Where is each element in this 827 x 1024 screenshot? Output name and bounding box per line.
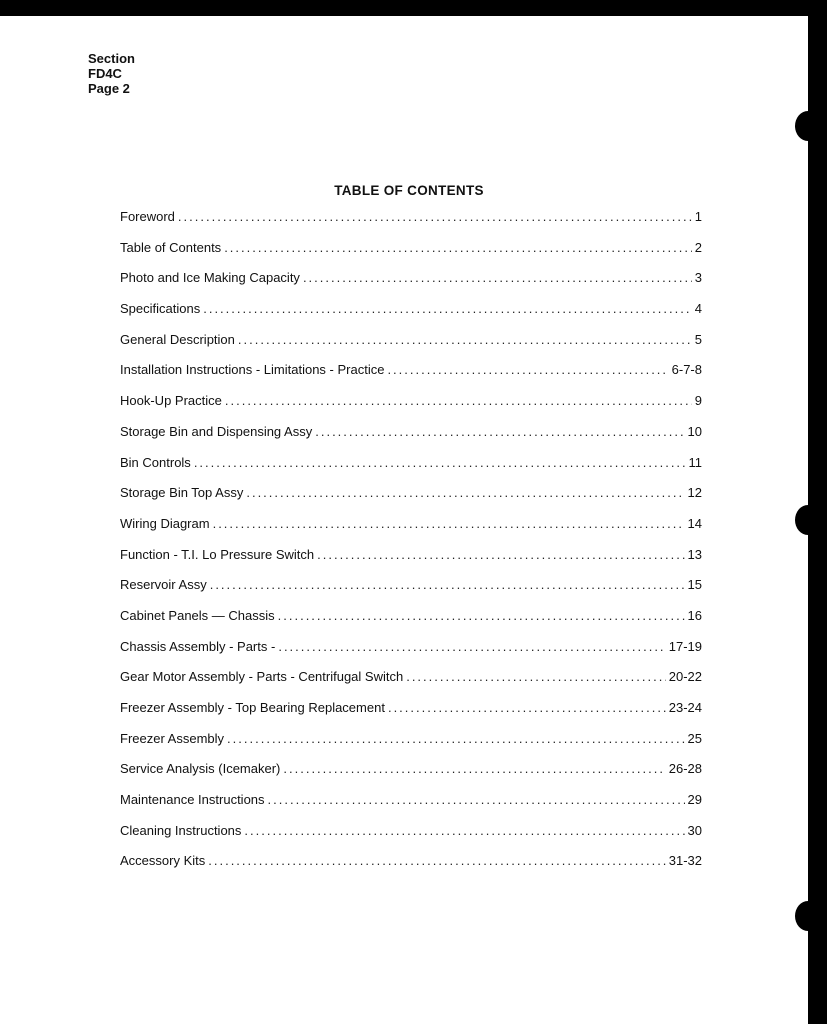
- toc-entry-label: Freezer Assembly: [120, 730, 225, 746]
- toc-entry-label: Cabinet Panels — Chassis: [120, 607, 275, 623]
- toc-entry-label: Storage Bin Top Assy: [120, 485, 244, 501]
- toc-entry: [120, 761, 702, 792]
- toc-dot-leader: [238, 332, 692, 347]
- toc-entry-label: Photo and Ice Making Capacity: [120, 270, 300, 286]
- toc-entry-page: 31-32: [668, 853, 702, 869]
- toc-dot-leader: [315, 424, 684, 439]
- section-header: [88, 51, 135, 96]
- toc-entry: [120, 577, 702, 608]
- header-section-label: Section: [88, 51, 135, 66]
- toc-entry-label: Accessory Kits: [120, 853, 206, 869]
- toc-entry: [120, 608, 702, 639]
- page-title: TABLE OF CONTENTS: [334, 183, 484, 198]
- toc-dot-leader: [303, 270, 692, 285]
- toc-dot-leader: [406, 669, 666, 684]
- binder-hole: [795, 505, 821, 535]
- toc-dot-leader: [278, 608, 685, 623]
- toc-entry-page: 6-7-8: [671, 362, 702, 378]
- toc-dot-leader: [244, 823, 684, 838]
- toc-entry-label: Foreword: [120, 209, 175, 224]
- toc-dot-leader: [225, 393, 692, 408]
- toc-entry-page: 23-24: [668, 700, 702, 715]
- toc-entry-page: 5: [694, 331, 702, 347]
- toc-entry: [120, 700, 702, 731]
- toc-entry-page: 29: [687, 792, 702, 808]
- toc-entry-label: Bin Controls: [120, 454, 191, 470]
- toc-entry: [120, 240, 702, 271]
- toc-entry-page: 25: [687, 730, 702, 746]
- toc-entry-label: Chassis Assembly - Parts -: [120, 638, 276, 654]
- toc-entry-page: 2: [694, 239, 702, 255]
- toc-entry: [120, 516, 702, 547]
- toc-dot-leader: [210, 577, 685, 592]
- toc-entry-label: Cleaning Instructions: [120, 822, 242, 838]
- toc-dot-leader: [227, 731, 684, 746]
- toc-entry-label: Gear Motor Assembly - Parts - Centrifugal Switch: [120, 669, 404, 685]
- toc-entry: [120, 209, 702, 240]
- toc-dot-leader: [208, 853, 666, 868]
- toc-entry-label: Specifications: [120, 301, 201, 317]
- header-page-number: Page 2: [88, 81, 130, 96]
- toc-entry-page: 14: [687, 515, 702, 531]
- toc-entry-page: 16: [687, 607, 702, 623]
- toc-entry: [120, 792, 702, 823]
- toc-entry-label: Service Analysis (Icemaker): [120, 761, 281, 777]
- toc-entry-page: 17-19: [668, 638, 702, 654]
- toc-entry: [120, 853, 702, 884]
- toc-entry-page: 30: [687, 822, 702, 838]
- toc-entry: [120, 639, 702, 670]
- toc-dot-leader: [246, 485, 684, 500]
- toc-entry-page: 12: [687, 485, 702, 501]
- toc-entry-page: 9: [694, 393, 702, 409]
- toc-entry-label: Hook-Up Practice: [120, 393, 222, 409]
- toc-entry-label: Reservoir Assy: [120, 577, 207, 593]
- toc-entry: [120, 332, 702, 363]
- toc-entry-label: Installation Instructions - Limitations - Practice: [120, 362, 385, 378]
- binder-hole: [795, 111, 821, 141]
- toc-entry-label: Function - T.I. Lo Pressure Switch: [120, 546, 315, 562]
- toc-dot-leader: [194, 455, 686, 470]
- toc-entry-label: General Description: [120, 331, 235, 347]
- toc-entry: [120, 547, 702, 578]
- toc-entry-page: 13: [687, 546, 702, 562]
- toc-dot-leader: [203, 301, 692, 316]
- document-page: [0, 16, 808, 1024]
- toc-dot-leader: [387, 362, 668, 377]
- toc-entry-label: Table of Contents: [120, 239, 222, 255]
- toc-entry: [120, 823, 702, 854]
- toc-entry-label: Storage Bin and Dispensing Assy: [120, 423, 313, 439]
- toc-entry-page: 11: [688, 454, 702, 470]
- toc-dot-leader: [278, 639, 665, 654]
- toc-entry: [120, 731, 702, 762]
- toc-dot-leader: [178, 209, 692, 224]
- toc-dot-leader: [283, 761, 665, 776]
- binder-hole: [795, 901, 821, 931]
- toc-dot-leader: [388, 700, 666, 715]
- toc-dot-leader: [317, 547, 684, 562]
- header-section-code: FD4C: [88, 66, 122, 81]
- table-of-contents: [120, 209, 702, 884]
- toc-entry-page: 1: [694, 209, 702, 224]
- toc-entry-page: 20-22: [668, 669, 702, 685]
- toc-entry: [120, 455, 702, 486]
- toc-entry-label: Freezer Assembly - Top Bearing Replacement: [120, 700, 385, 715]
- toc-entry-page: 15: [687, 577, 702, 593]
- toc-entry: [120, 393, 702, 424]
- toc-entry: [120, 270, 702, 301]
- toc-dot-leader: [213, 516, 685, 531]
- toc-entry-page: 3: [694, 270, 702, 286]
- toc-entry-label: Maintenance Instructions: [120, 792, 265, 808]
- toc-entry: [120, 485, 702, 516]
- toc-entry-page: 26-28: [668, 761, 702, 777]
- toc-entry: [120, 301, 702, 332]
- toc-entry-page: 4: [694, 301, 702, 317]
- toc-dot-leader: [224, 240, 692, 255]
- toc-entry: [120, 424, 702, 455]
- toc-entry: [120, 362, 702, 393]
- toc-entry-label: Wiring Diagram: [120, 515, 210, 531]
- toc-dot-leader: [268, 792, 685, 807]
- toc-entry: [120, 669, 702, 700]
- toc-entry-page: 10: [687, 423, 702, 439]
